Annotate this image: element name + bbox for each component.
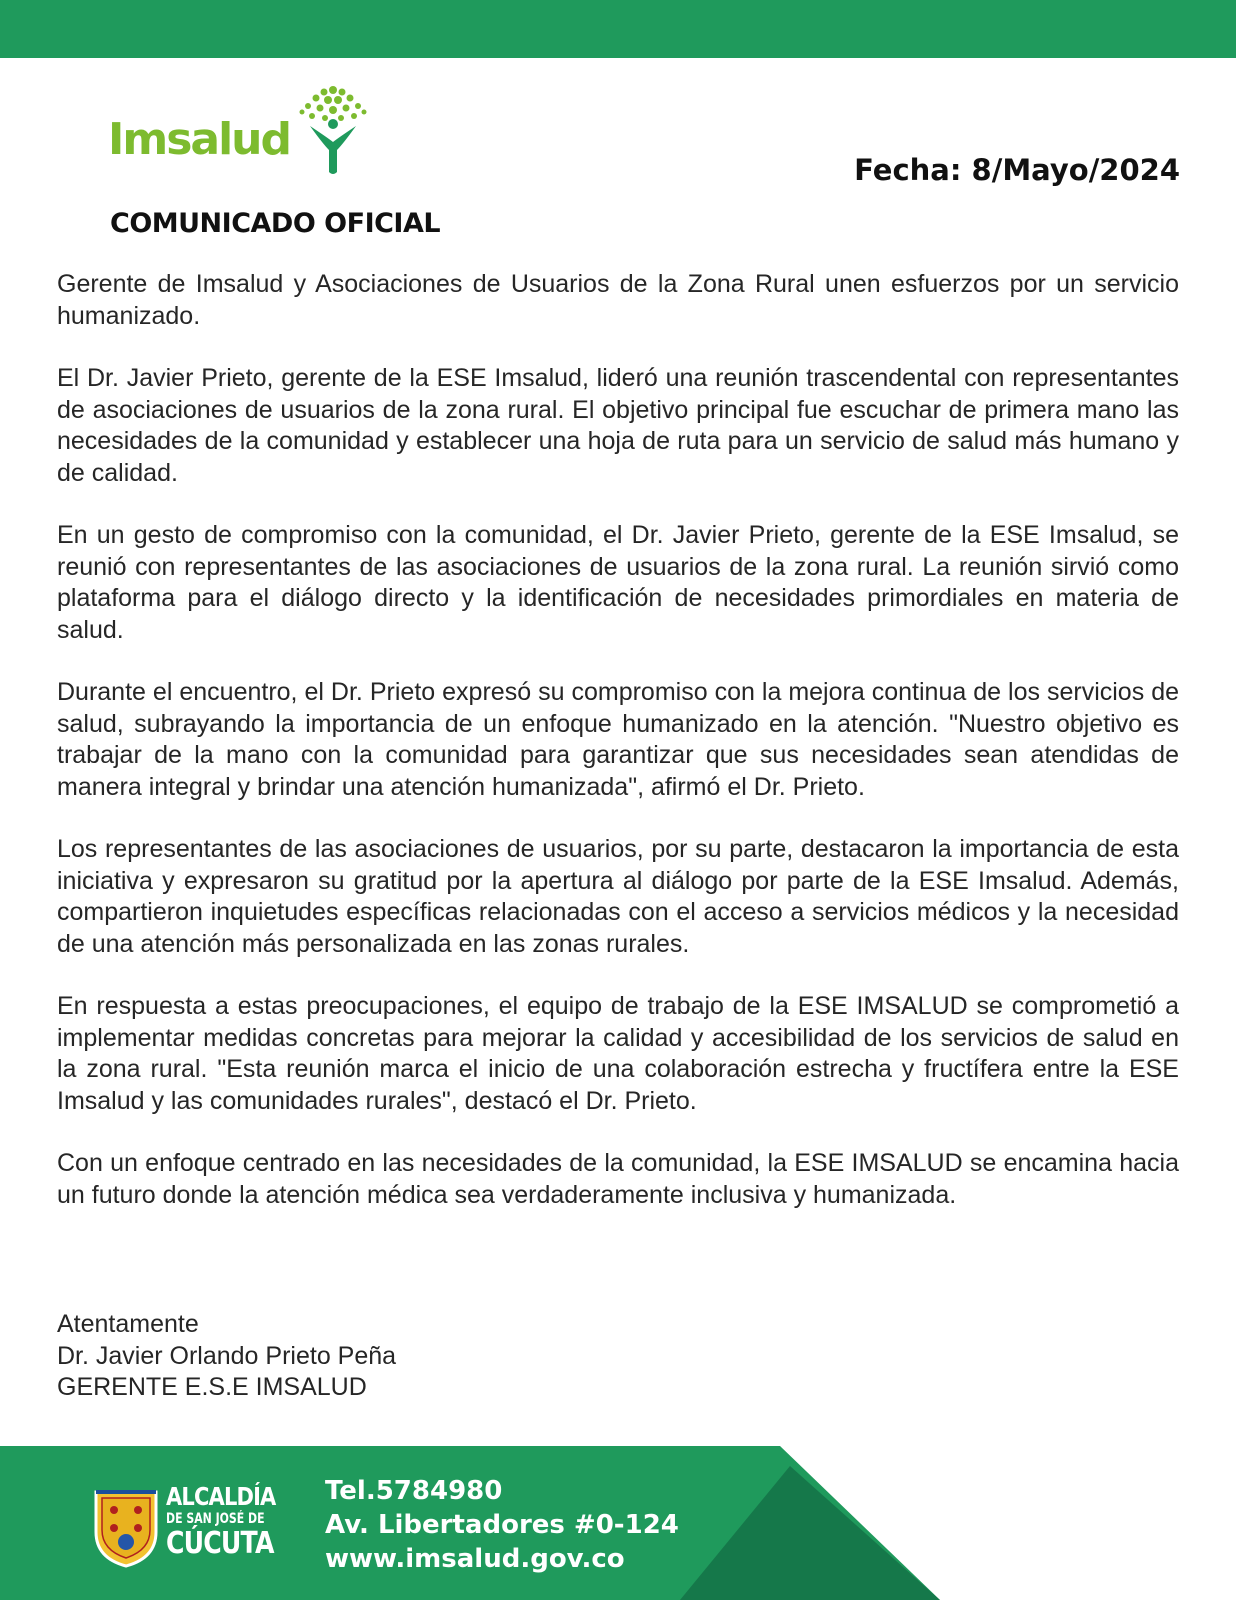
alcaldia-line: ALCALDÍA: [166, 1482, 276, 1511]
cucuta-crest-icon: [92, 1486, 160, 1568]
paragraph: Los representantes de las asociaciones de usuarios, por su parte, destacaron la importancia de esta iniciativa y expresaron su gratitud por la apertura al diálogo por parte de la ESE Imsalud. Además, compartieron inquietudes específicas relacionadas con el acceso a servicios médicos y la necesidad de una atención más personalizada en las zonas rurales.: [57, 835, 1179, 958]
paragraph: En respuesta a estas preocupaciones, el equipo de trabajo de la ESE IMSALUD se comprometió a implementar medidas concretas para mejorar la calidad y accesibilidad de los servicios de salud en la zona rural. "Esta reunión marca el inicio de una colaboración estrecha y fructífera entre la ESE Imsalud y las comunidades rurales", destacó el Dr. Prieto.: [57, 992, 1179, 1115]
document-body: [57, 269, 1179, 1242]
alcaldia-line: DE SAN JOSÉ DE: [166, 1511, 265, 1527]
document-title: COMUNICADO OFICIAL: [110, 208, 441, 239]
signature-name: Dr. Javier Orlando Prieto Peña: [57, 1341, 397, 1370]
contact-address: Av. Libertadores #0-124: [325, 1510, 679, 1540]
contact-phone: Tel.5784980: [325, 1476, 503, 1506]
signature-closing: Atentamente: [57, 1310, 199, 1338]
contact-info: [325, 1474, 679, 1576]
paragraph: El Dr. Javier Prieto, gerente de la ESE Imsalud, lideró una reunión trascendental con representantes de asociaciones de usuarios de la zona rural. El objetivo principal fue escuchar de primera mano las necesidades de la comunidad y establecer una hoja de ruta para un servicio de salud más humano y de calidad.: [57, 364, 1179, 487]
alcaldia-cucuta-logo: [166, 1484, 276, 1559]
paragraph: Durante el encuentro, el Dr. Prieto expresó su compromiso con la mejora continua de los servicios de salud, subrayando la importancia de un enfoque humanizado en la atención. "Nuestro objetivo es trabajar de la mano con la comunidad para garantizar que sus necesidades sean atendidas de manera integral y brindar una atención humanizada", afirmó el Dr. Prieto.: [57, 678, 1179, 801]
tree-person-icon: [288, 80, 378, 180]
paragraph: Con un enfoque centrado en las necesidades de la comunidad, la ESE IMSALUD se encamina hacia un futuro donde la atención médica sea verdaderamente inclusiva y humanizada.: [57, 1149, 1179, 1209]
paragraph-headline: Gerente de Imsalud y Asociaciones de Usuarios de la Zona Rural unen esfuerzos por un servicio humanizado.: [57, 270, 1179, 330]
top-green-band: [0, 0, 1236, 58]
signature-block: [57, 1309, 396, 1404]
contact-website[interactable]: www.imsalud.gov.co: [325, 1544, 625, 1574]
logo-wordmark: Imsalud: [108, 114, 291, 165]
document-date: Fecha: 8/Mayo/2024: [854, 153, 1180, 187]
imsalud-logo: [108, 80, 378, 185]
alcaldia-line: CÚCUTA: [166, 1526, 274, 1561]
signature-role: GERENTE E.S.E IMSALUD: [57, 1373, 367, 1401]
paragraph: En un gesto de compromiso con la comunidad, el Dr. Javier Prieto, gerente de la ESE Imsalud, se reunió con representantes de las asociaciones de usuarios de la zona rural. La reunión sirvió como plataforma para el diálogo directo y la identificación de necesidades primordiales en materia de salud.: [57, 521, 1179, 644]
